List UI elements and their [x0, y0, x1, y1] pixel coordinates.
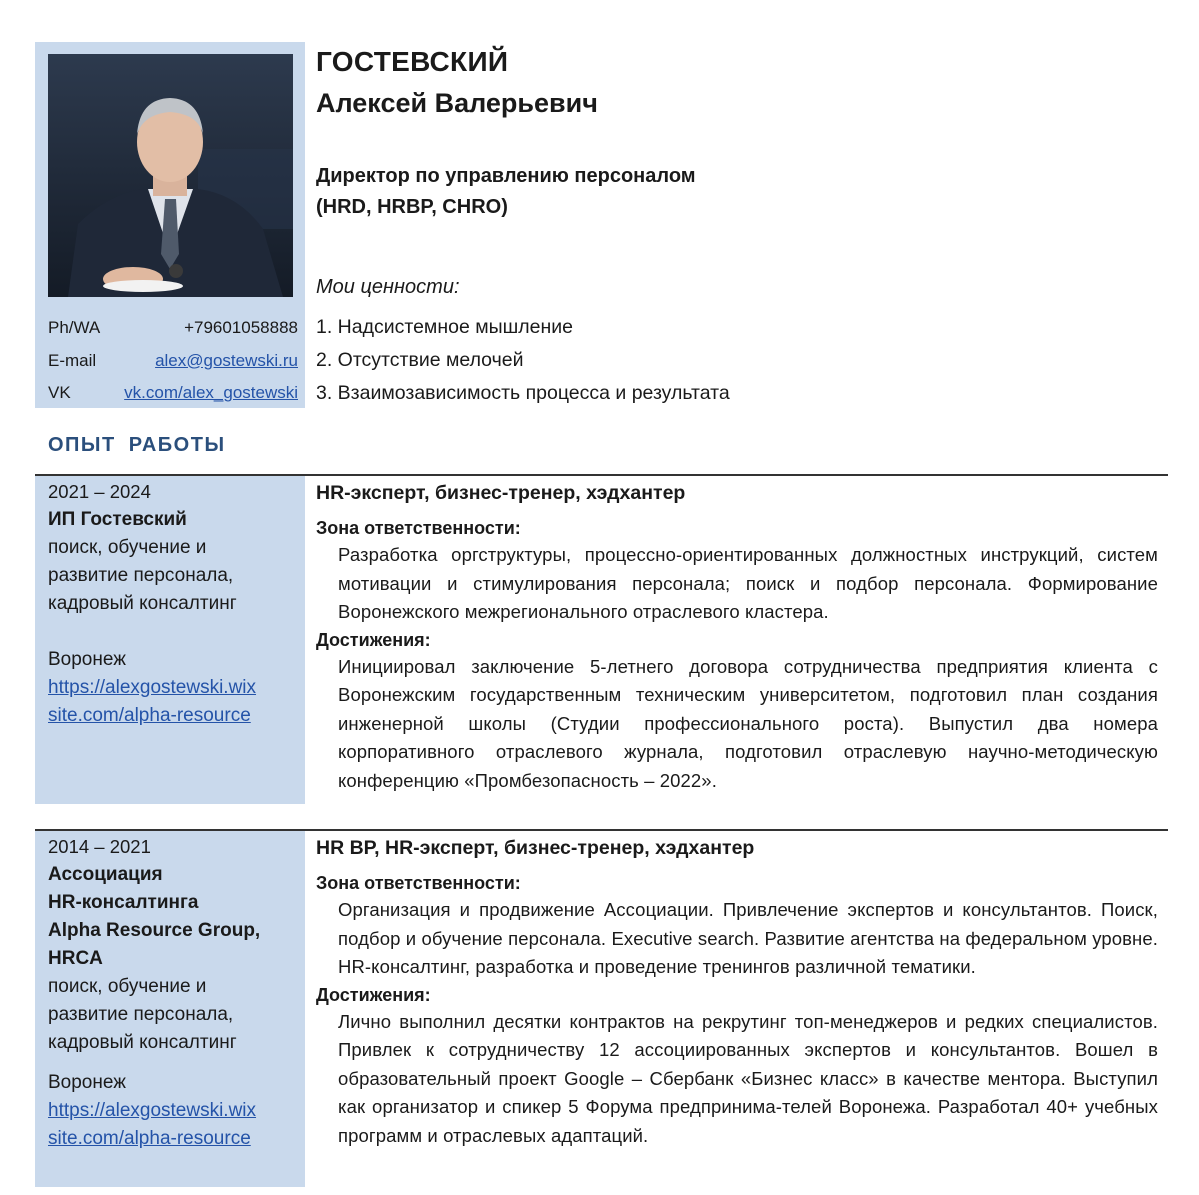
- job-role: HR BP, HR-эксперт, бизнес-тренер, хэдхантер: [316, 837, 755, 859]
- job-company-line: HR-консалтинга: [48, 892, 199, 913]
- achievements-text: Лично выполнил десятки контрактов на рекрутинг топ-менеджеров и редких специалистов. Привлек к сотрудничеству 12 ассоциированных экспертов и консультантов. Вошел в образовательный проект Google – Сбербанк «Бизнес класс» в качестве ментора. Выступил как организатор и спикер 5 Форума предпринима-телей Воронежа. Разработал 40+ учебных программ и отраслевых адаптаций.: [338, 1010, 1158, 1146]
- portrait-image: [48, 54, 293, 297]
- link-line[interactable]: site.com/alpha-resource: [48, 1128, 251, 1149]
- link-line[interactable]: https://alexgostewski.wix: [48, 1100, 257, 1121]
- job-details: [316, 479, 1158, 795]
- job-role: HR-эксперт, бизнес-тренер, хэдхантер: [316, 482, 686, 504]
- job-company-line: Alpha Resource Group,: [48, 920, 261, 941]
- job-website-link[interactable]: [48, 674, 300, 730]
- surname: ГОСТЕВСКИЙ: [316, 46, 509, 77]
- job-website-link[interactable]: [48, 1097, 300, 1153]
- job-years: 2021 – 2024: [48, 481, 151, 502]
- job-description-line: поиск, обучение и: [48, 976, 207, 997]
- job-meta: [48, 833, 300, 1153]
- phone-number: +79601058888: [184, 318, 298, 337]
- phone-label: Ph/WA: [48, 318, 101, 337]
- job-description-line: кадровый консалтинг: [48, 1032, 237, 1053]
- value-item: 3. Взаимозависимость процесса и результата: [316, 382, 730, 404]
- contact-phone-row: [48, 312, 298, 345]
- job-description-line: развитие персонала,: [48, 565, 234, 586]
- job-details: [316, 834, 1158, 1150]
- link-line[interactable]: https://alexgostewski.wix: [48, 677, 257, 698]
- responsibility-heading: Зона ответственности:: [316, 873, 521, 893]
- responsibility-text: Организация и продвижение Ассоциации. Привлечение экспертов и консультантов. Поиск, подбор и обучение персонала. Executive search. Развитие агентства на федеральном уровне. HR-консалтинг, разработка и проведение тренингов различной тематики.: [338, 899, 1158, 977]
- job-description-line: кадровый консалтинг: [48, 593, 237, 614]
- contact-email-row: [48, 345, 298, 378]
- link-line[interactable]: site.com/alpha-resource: [48, 705, 251, 726]
- job-city: Воронеж: [48, 649, 126, 670]
- email-label: E-mail: [48, 350, 97, 370]
- contact-vk-row: [48, 377, 298, 410]
- given-names: Алексей Валерьевич: [316, 88, 598, 118]
- achievements-heading: Достижения:: [316, 984, 431, 1005]
- value-item: 2. Отсутствие мелочей: [316, 349, 524, 371]
- values-title: Мои ценности:: [316, 276, 460, 298]
- job-company: ИП Гостевский: [48, 509, 187, 530]
- achievements-heading: Достижения:: [316, 629, 431, 650]
- value-item: 1. Надсистемное мышление: [316, 316, 574, 338]
- contacts: [48, 312, 298, 410]
- vk-link[interactable]: vk.com/alex_gostewski: [124, 383, 298, 402]
- job-years: 2014 – 2021: [48, 836, 151, 857]
- experience-section-title: ОПЫТ РАБОТЫ: [48, 434, 226, 456]
- job-company-line: HRCA: [48, 948, 103, 969]
- position-line-2: (HRD, HRBP, CHRO): [316, 196, 508, 218]
- vk-label: VK: [48, 383, 71, 402]
- responsibility-text: Разработка оргструктуры, процессно-ориентированных должностных инструкций, систем мотивации и стимулирования персонала; поиск и подбор персонала. Формирование Воронежского межрегионального отраслевого кластера.: [338, 544, 1158, 622]
- job-description-line: поиск, обучение и: [48, 537, 207, 558]
- job-description-line: развитие персонала,: [48, 1004, 234, 1025]
- job-meta: [48, 478, 300, 730]
- job-city: Воронеж: [48, 1072, 126, 1093]
- email-link[interactable]: alex@gostewski.ru: [155, 350, 298, 370]
- achievements-text: Инициировал заключение 5-летнего договора сотрудничества предприятия клиента с Воронежским государственным техническим университетом, подготовил план создания инженерной школы (Студии профессионального роста). Выпустил два номера корпоративного отраслевого журнала, подготовил отраслевую научно-методическую конференцию «Промбезопасность – 2022».: [338, 655, 1158, 791]
- job-company-line: Ассоциация: [48, 864, 163, 885]
- position-line-1: Директор по управлению персоналом: [316, 165, 696, 187]
- values-list: [316, 311, 730, 410]
- responsibility-heading: Зона ответственности:: [316, 518, 521, 538]
- profile-photo: [48, 54, 293, 297]
